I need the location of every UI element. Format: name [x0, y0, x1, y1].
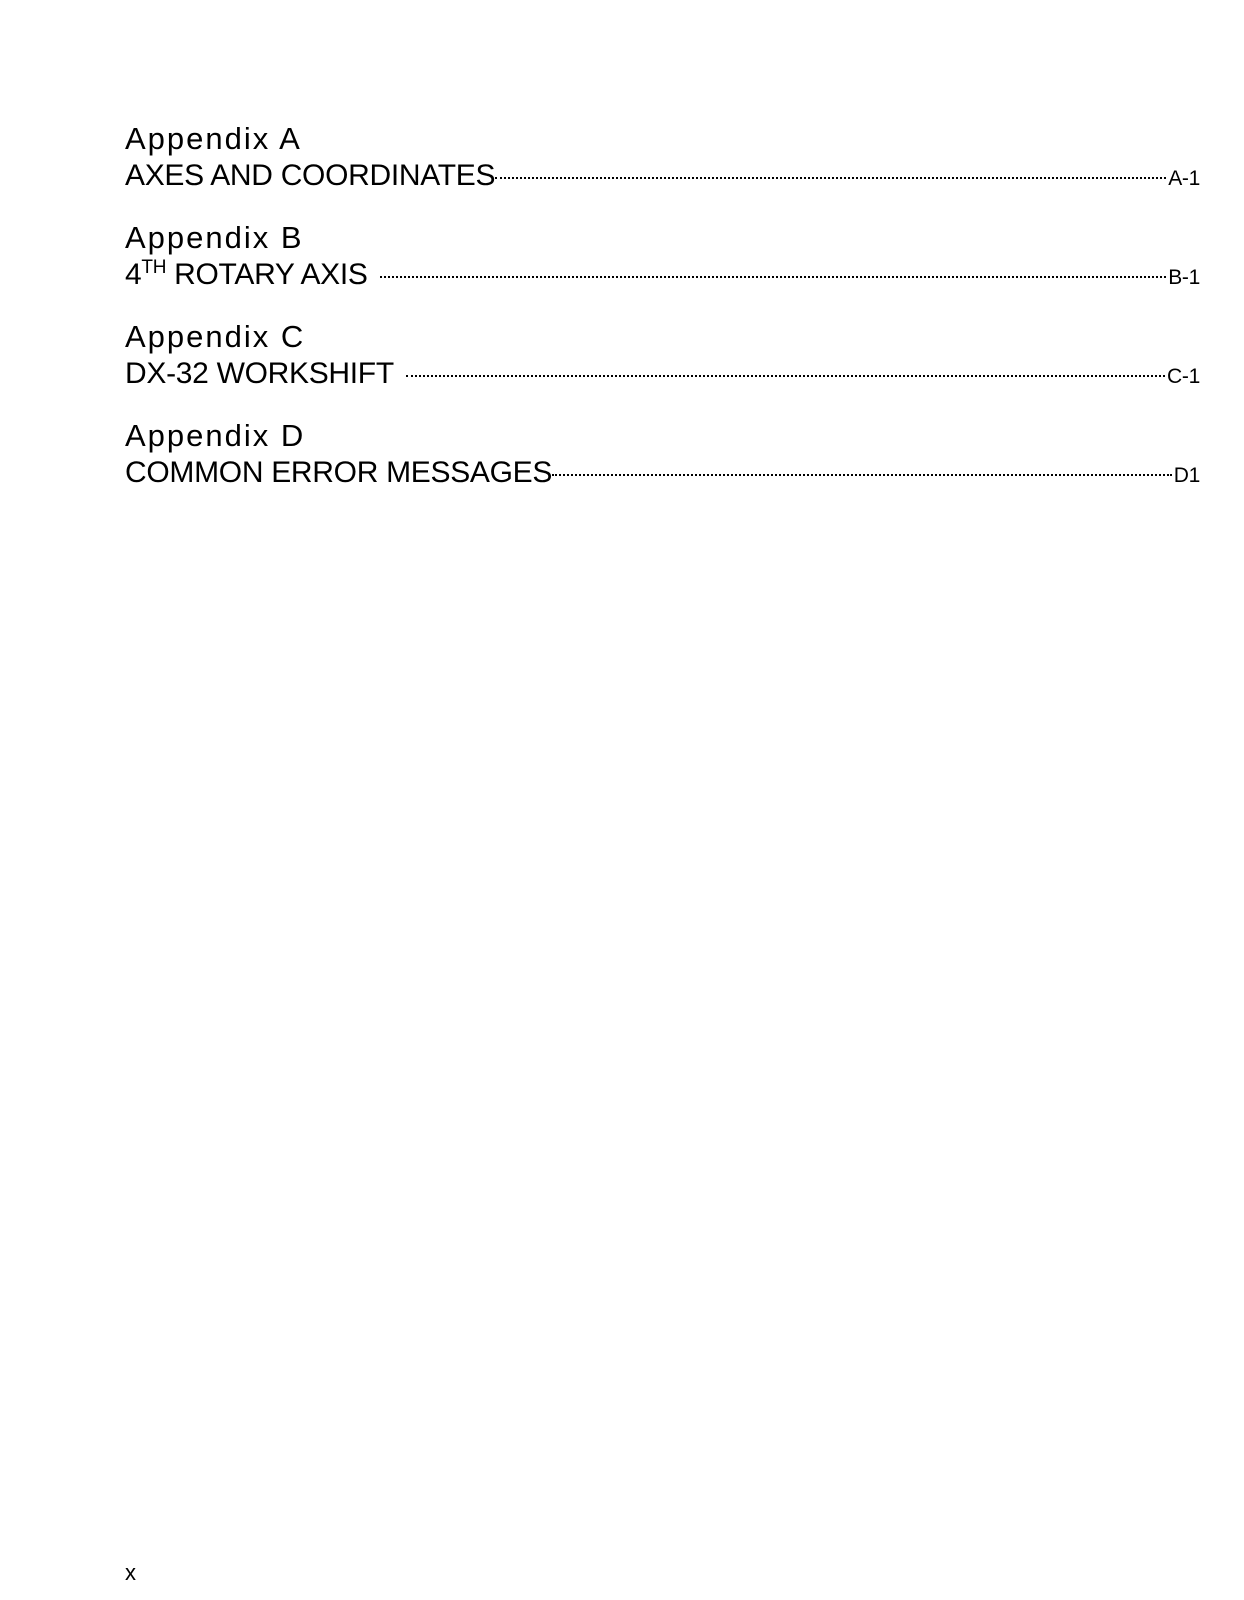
entry-title: DX-32 WORKSHIFT — [125, 357, 394, 390]
page-number: x — [125, 1560, 136, 1585]
entry-page-number: C-1 — [1167, 365, 1200, 388]
dot-leader — [380, 276, 1167, 278]
toc-entry[interactable] — [125, 455, 1200, 491]
dot-leader — [552, 474, 1172, 476]
appendix-heading: Appendix B — [125, 220, 304, 255]
entry-title-superscript: TH — [141, 257, 167, 278]
appendix-b — [125, 219, 1200, 293]
toc-entry[interactable] — [125, 356, 1200, 392]
dot-leader — [495, 177, 1166, 179]
appendix-a — [125, 120, 1200, 194]
appendix-c — [125, 318, 1200, 392]
dot-leader — [406, 375, 1165, 377]
entry-page-number: B-1 — [1168, 266, 1200, 289]
entry-page-number: A-1 — [1168, 167, 1200, 190]
appendix-heading: Appendix A — [125, 121, 302, 156]
entry-title: COMMON ERROR MESSAGES — [125, 456, 553, 489]
table-of-contents — [125, 120, 1200, 516]
appendix-heading: Appendix D — [125, 418, 306, 453]
toc-entry[interactable] — [125, 257, 1200, 293]
entry-title — [125, 257, 368, 293]
appendix-heading: Appendix C — [125, 319, 306, 354]
entry-title-rest: ROTARY AXIS — [166, 258, 368, 291]
entry-title: AXES AND COORDINATES — [125, 159, 496, 192]
entry-title-number: 4 — [125, 258, 142, 291]
appendix-d — [125, 417, 1200, 491]
entry-page-number: D1 — [1173, 464, 1200, 487]
toc-entry[interactable] — [125, 158, 1200, 194]
